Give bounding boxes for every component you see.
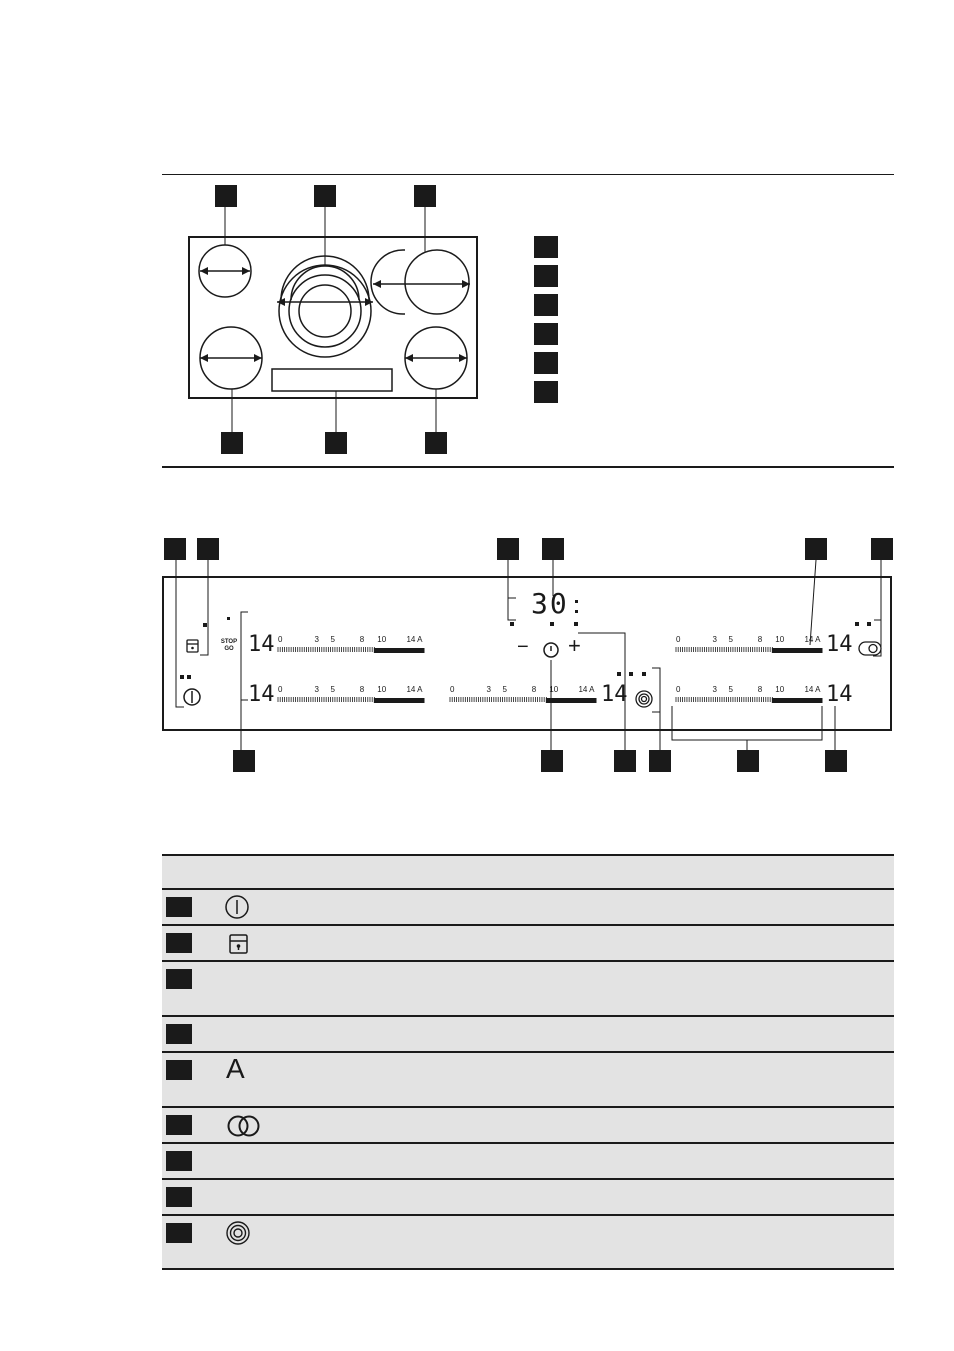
lock-icon — [187, 640, 198, 652]
scale-label: 14 A — [804, 685, 821, 694]
row-marker — [166, 933, 192, 953]
power-icon — [224, 894, 250, 920]
row-marker — [166, 1187, 192, 1207]
scale-label: 8 — [531, 685, 537, 694]
auto-symbol: A — [226, 1053, 245, 1084]
power-display: 14 — [601, 682, 628, 707]
row-marker — [166, 1024, 192, 1044]
scale-label: 14 A — [406, 635, 423, 644]
timer-icon — [544, 643, 558, 657]
stop-go-label: STOP GO — [220, 639, 238, 652]
scale-label: 14 A — [578, 685, 595, 694]
row-marker — [166, 1060, 192, 1080]
table-row — [162, 924, 894, 960]
scale-label: 10 — [377, 635, 387, 644]
scale-label: 3 — [314, 635, 319, 644]
scale-label: 5 — [728, 685, 733, 694]
table-row — [162, 1214, 894, 1270]
callout-marker — [497, 538, 519, 560]
table-header — [162, 854, 894, 888]
callout-marker — [197, 538, 219, 560]
power-display: 14 — [248, 632, 275, 657]
power-display: 14 — [826, 632, 853, 657]
scale-label: 8 — [757, 635, 763, 644]
scale-label: 14 A — [804, 635, 821, 644]
callout-marker — [233, 750, 255, 772]
timer-minus[interactable]: − — [517, 636, 529, 658]
scale-label: 8 — [359, 685, 365, 694]
power-display: 14 — [826, 682, 853, 707]
scale-label: 5 — [502, 685, 507, 694]
scale-label: 10 — [549, 685, 559, 694]
scale-label: 3 — [314, 685, 319, 694]
table-row — [162, 1178, 894, 1214]
lock-icon — [226, 931, 252, 957]
callout-marker — [825, 750, 847, 772]
callout-marker — [737, 750, 759, 772]
zone-circle-icon — [636, 691, 652, 707]
scale-bar — [772, 649, 822, 653]
timer-plus[interactable]: + — [568, 633, 581, 658]
scale-bar — [546, 699, 596, 703]
scale-label: 3 — [486, 685, 491, 694]
scale-label: 5 — [330, 685, 335, 694]
power-icon — [184, 689, 200, 705]
callout-marker — [164, 538, 186, 560]
row-marker — [166, 1115, 192, 1135]
zone-circle-icon — [225, 1220, 251, 1246]
scale-label: 10 — [775, 685, 785, 694]
scale-label: 5 — [728, 635, 733, 644]
scale-label: 3 — [712, 635, 717, 644]
scale-label: 8 — [757, 685, 763, 694]
table-row — [162, 960, 894, 1015]
scale-label: 8 — [359, 635, 365, 644]
table-row — [162, 888, 894, 924]
scale-bar — [374, 699, 424, 703]
scale-label: 0 — [278, 685, 283, 694]
row-marker — [166, 897, 192, 917]
row-marker — [166, 969, 192, 989]
callout-marker — [614, 750, 636, 772]
scale-label: 0 — [278, 635, 283, 644]
scale-label: 10 — [377, 685, 387, 694]
callout-marker — [649, 750, 671, 772]
power-display: 14 — [248, 682, 275, 707]
callout-marker — [871, 538, 893, 560]
bridge-icon — [859, 642, 881, 655]
callout-marker — [541, 750, 563, 772]
callout-marker — [542, 538, 564, 560]
bridge-icon — [225, 1113, 265, 1139]
scale-label: 10 — [775, 635, 785, 644]
table-row — [162, 1051, 894, 1106]
row-marker — [166, 1151, 192, 1171]
scale-bar — [374, 649, 424, 653]
scale-label: 0 — [676, 685, 681, 694]
row-marker — [166, 1223, 192, 1243]
timer-display: 30 — [531, 587, 569, 620]
table-row — [162, 1142, 894, 1178]
scale-bar — [772, 699, 822, 703]
scale-label: 14 A — [406, 685, 423, 694]
scale-label: 0 — [676, 635, 681, 644]
callout-marker — [805, 538, 827, 560]
scale-label: 5 — [330, 635, 335, 644]
scale-label: 0 — [450, 685, 455, 694]
scale-label: 3 — [712, 685, 717, 694]
table-row — [162, 1106, 894, 1142]
table-row — [162, 1015, 894, 1051]
